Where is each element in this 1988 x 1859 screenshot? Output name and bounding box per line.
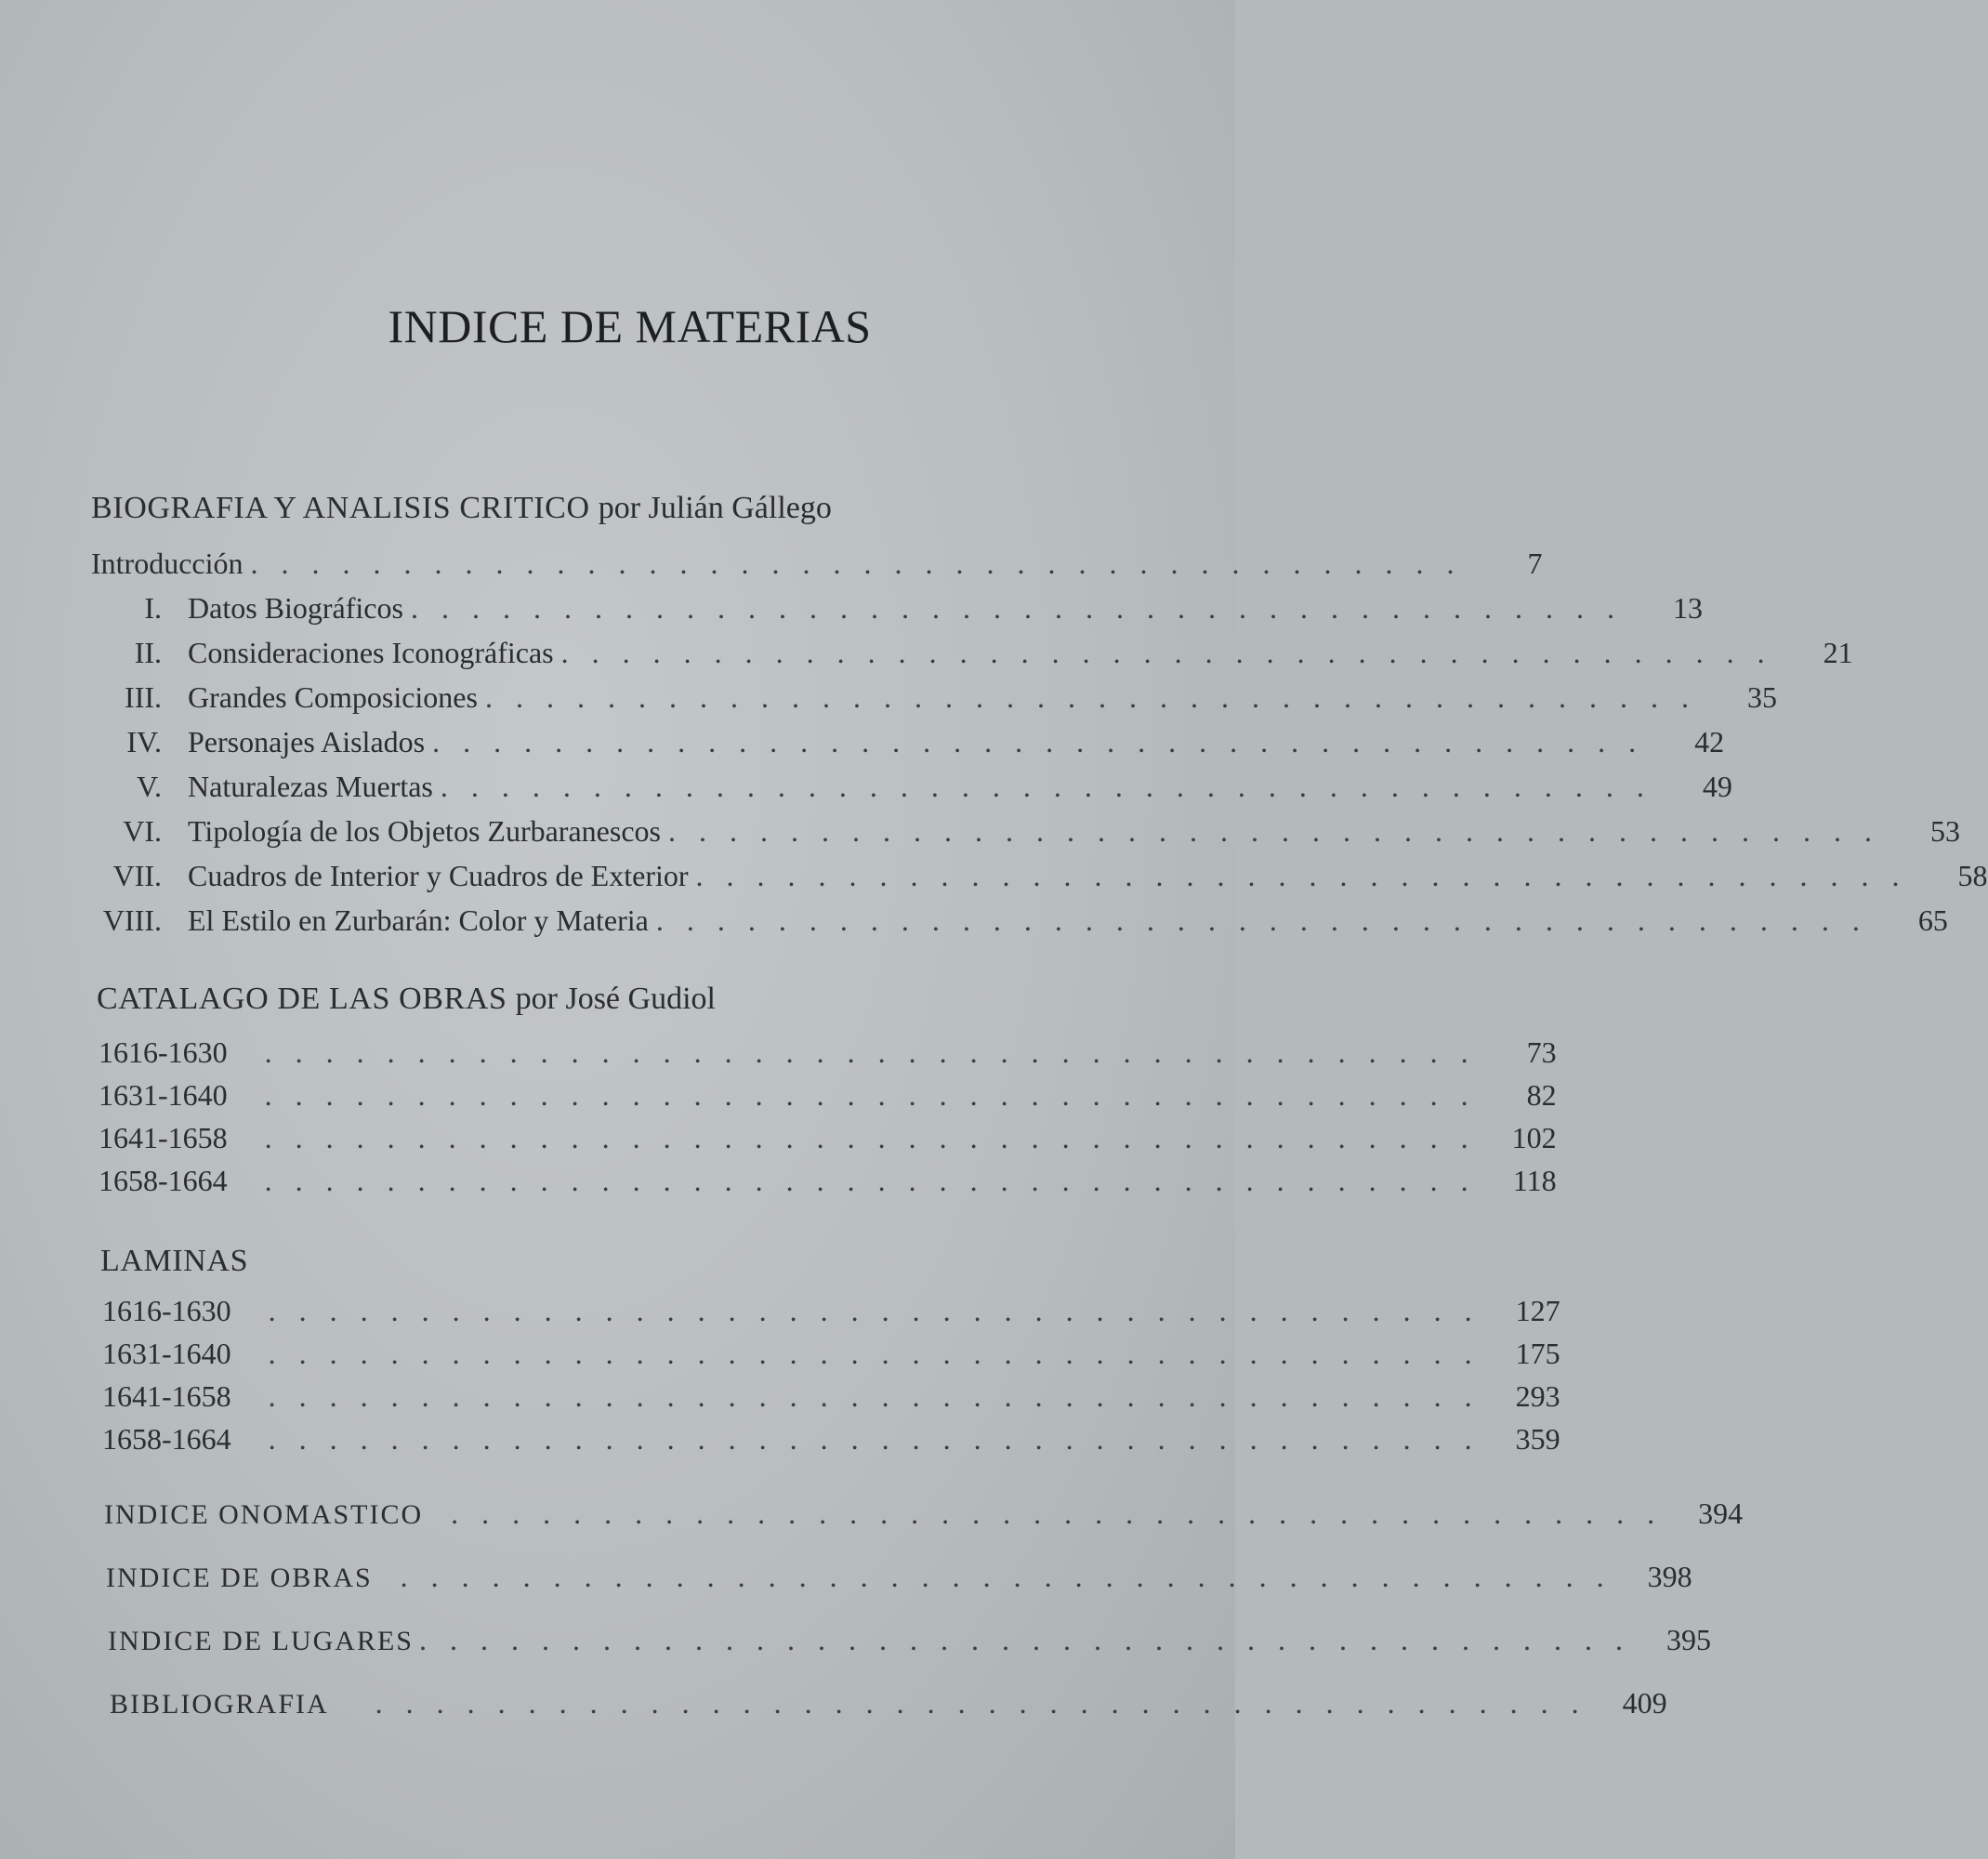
entry-label: Cuadros de Interior y Cuadros de Exterior <box>188 859 689 892</box>
toc-entry <box>102 1294 1560 1333</box>
toc-entry <box>91 547 1543 586</box>
entry-page: 35 <box>1746 680 1777 714</box>
entry-label: 1616-1630 <box>102 1294 231 1327</box>
section-heading-catalago <box>97 982 716 1017</box>
entry-label: 1658-1664 <box>102 1422 231 1456</box>
entry-page: 398 <box>1647 1560 1692 1593</box>
entry-page: 49 <box>1702 770 1732 803</box>
toc-entry <box>91 636 1853 675</box>
toc-entry <box>99 1035 1557 1075</box>
dot-leader: ........................................ <box>667 814 1895 848</box>
dot-leader: ........................................ <box>268 1294 1495 1327</box>
entry-page: 175 <box>1515 1337 1560 1370</box>
entry-label: Grandes Composiciones <box>188 680 478 714</box>
chapter-number: VI. <box>123 814 162 848</box>
section-heading-biografia <box>91 491 832 526</box>
section-heading-text: BIOGRAFIA Y ANALISIS CRITICO <box>91 491 590 525</box>
entry-page: 395 <box>1665 1623 1711 1656</box>
toc-entry <box>91 725 1725 764</box>
entry-page: 53 <box>1929 814 1960 848</box>
section-heading-text: CATALAGO DE LAS OBRAS <box>97 982 507 1016</box>
entry-page: 409 <box>1622 1686 1667 1720</box>
entry-page: 73 <box>1526 1035 1557 1069</box>
toc-entry-appendix <box>110 1686 1667 1725</box>
entry-label: Tipología de los Objetos Zurbaranescos <box>188 814 661 848</box>
page-title: INDICE DE MATERIAS <box>388 300 872 352</box>
entry-page: 65 <box>1917 903 1948 937</box>
entry-label: Personajes Aislados <box>188 725 426 758</box>
dot-leader: ........................................ <box>484 680 1712 714</box>
toc-entry <box>102 1379 1560 1418</box>
dot-leader: ........................................ <box>268 1379 1495 1413</box>
toc-entry <box>91 680 1777 719</box>
entry-label: 1641-1658 <box>99 1121 228 1154</box>
toc-entry <box>99 1164 1557 1203</box>
entry-page: 13 <box>1672 591 1703 625</box>
dot-leader: ........................................ <box>451 1496 1679 1530</box>
chapter-number: V. <box>137 770 162 803</box>
toc-entry <box>99 1121 1557 1160</box>
entry-label: 1658-1664 <box>99 1164 228 1197</box>
section-author: por Julián Gállego <box>598 491 832 525</box>
dot-leader: ........................................ <box>440 770 1667 803</box>
toc-entry-appendix <box>104 1496 1744 1536</box>
dot-leader: ........................................ <box>250 547 1478 580</box>
entry-label: Introducción <box>91 547 244 580</box>
dot-leader: ........................................ <box>655 903 1883 937</box>
dot-leader: ........................................ <box>695 859 1923 892</box>
entry-label: Consideraciones Iconográficas <box>188 636 554 669</box>
toc-entry <box>91 859 1988 898</box>
entry-page: 394 <box>1698 1496 1744 1530</box>
dot-leader: ........................................ <box>264 1078 1492 1112</box>
section-heading-text: LAMINAS <box>100 1244 249 1278</box>
entry-page: 102 <box>1511 1121 1557 1154</box>
chapter-number: I. <box>144 591 162 625</box>
dot-leader: ........................................ <box>560 636 1788 669</box>
dot-leader: ........................................ <box>268 1422 1495 1456</box>
section-author: por José Gudiol <box>515 982 716 1016</box>
toc-entry <box>102 1422 1560 1461</box>
dot-leader: ........................................ <box>268 1337 1495 1370</box>
dot-leader: ........................................ <box>400 1560 1627 1593</box>
toc-entry <box>91 770 1732 809</box>
chapter-number: III. <box>125 680 162 714</box>
chapter-number: IV. <box>126 725 162 758</box>
entry-page: 359 <box>1515 1422 1560 1456</box>
dot-leader: ........................................ <box>418 1623 1646 1656</box>
entry-label: 1641-1658 <box>102 1379 231 1413</box>
toc-entry-appendix <box>108 1623 1711 1662</box>
chapter-number: II. <box>134 636 162 669</box>
chapter-number: VII. <box>112 859 162 892</box>
entry-page: 82 <box>1526 1078 1557 1112</box>
toc-entry <box>91 814 1960 853</box>
chapter-number: VIII. <box>102 903 162 937</box>
entry-label: Datos Biográficos <box>188 591 403 625</box>
dot-leader: ........................................ <box>264 1035 1492 1069</box>
toc-entry <box>91 903 1948 943</box>
toc-entry <box>91 591 1703 630</box>
toc-entry <box>102 1337 1560 1376</box>
entry-label: INDICE DE OBRAS <box>106 1562 373 1593</box>
section-heading-laminas <box>100 1244 248 1279</box>
entry-label: Naturalezas Muertas <box>188 770 433 803</box>
entry-page: 127 <box>1515 1294 1560 1327</box>
dot-leader: ........................................ <box>264 1121 1492 1154</box>
entry-label: INDICE DE LUGARES <box>108 1626 414 1656</box>
toc-entry <box>99 1078 1557 1117</box>
toc-entry-appendix <box>106 1560 1692 1599</box>
entry-page: 293 <box>1515 1379 1560 1413</box>
dot-leader: ........................................ <box>432 725 1660 758</box>
dot-leader: ........................................ <box>375 1686 1602 1720</box>
entry-label: INDICE ONOMASTICO <box>104 1499 424 1530</box>
entry-page: 7 <box>1527 547 1543 580</box>
entry-label: BIBLIOGRAFIA <box>110 1689 329 1720</box>
dot-leader: ........................................ <box>264 1164 1492 1197</box>
entry-page: 21 <box>1823 636 1853 669</box>
entry-label: 1616-1630 <box>99 1035 228 1069</box>
entry-page: 118 <box>1512 1164 1557 1197</box>
entry-label: 1631-1640 <box>99 1078 228 1112</box>
entry-label: El Estilo en Zurbarán: Color y Materia <box>188 903 649 937</box>
entry-page: 58 <box>1957 859 1988 892</box>
entry-label: 1631-1640 <box>102 1337 231 1370</box>
dot-leader: ........................................ <box>410 591 1638 625</box>
entry-page: 42 <box>1694 725 1725 758</box>
